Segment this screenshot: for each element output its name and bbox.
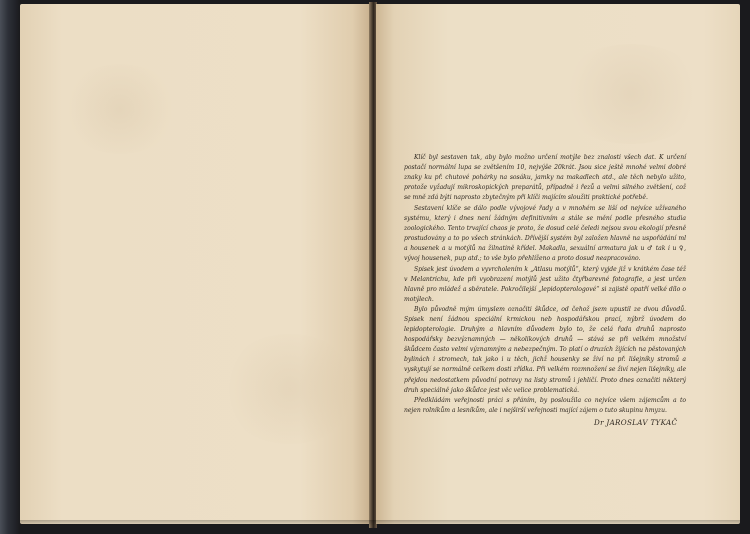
paper-stain — [556, 44, 706, 144]
preface-text — [404, 153, 686, 416]
paragraph: Spisek jest úvodem a vyvrcholením k „Atlasu motýlů“, který vyjde již v krátkém čase též v Melantrichu, kde při vyobrazení motýlů jest užito čtyřbarevné fotografie, a jest určen hlavně pro mládež a sběratele. Pokročilejší „lepidopterologové“ si zajistě opatří velké dílo o motýlech. — [404, 265, 686, 303]
paper-stain — [60, 64, 180, 154]
paragraph: Sestavení klíče se dálo podle vývojové řady a v mnohém se liší od nejvíce užívaného systému, který i dnes není žádným definitivním a stále se mění podle přesného studia zoologického. Tento trvající chaos je proto, že dosud celé čeledi nejsou svou ekologií přesně prostudovány a to po všech stránkách. Dřívější systém byl založen hlavně na uspořádání ml a housenek a u motýlů na žilnatině křídel. Makadla, sexuální armatura jak u ♂ tak i u ♀, vývoj housenek, pup atd.; to vše bylo přehlíženo a proto dosud neapracováno. — [404, 204, 686, 262]
left-page-blank — [20, 4, 370, 524]
author-signature: Dr JAROSLAV TYKAČ — [594, 418, 678, 427]
paragraph: Předkládám veřejnosti práci s přáním, by posloužila co nejvíce všem zájemcům a to nejen rolníkům a lesníkům, ale i nejširší veřejnosti mající zájem o tuto skupinu hmyzu. — [404, 397, 686, 415]
paragraph: Bylo původně mým úmyslem označiti škůdce, od čehož jsem upustil ze dvou důvodů. Spisek není žádnou speciální krmickou neb hospodářskou prací, nýbrž úvodem do lepidopterologie. Druhým a hlavním důvodem bylo to, že celá řada druhů naprosto hospodářsky bezvýznamných — několikových druhů — stává se při velkém množství škůdcem často velmi významným a nebezpečným. To platí o druzích žijících na pěstovaných bylinách i stromech, tak jako i u těch, jichž housenky se živí na př. lišejníky stromů a vyskytují se normálně celkem dosti zřídka. Při velkém rozmnožení se živí nejen lišejníky, ale přejdou nedostatkem původní potravy na listy stromů i jehličí. Proto dnes označiti některý druh speciálně jako škůdce jest věc velice problematická. — [404, 306, 686, 394]
paper-stain — [220, 334, 360, 444]
paragraph: Klíč byl sestaven tak, aby bylo možno určení motýle bez znalosti všech dat. K určení postačí normální lupa se zvětšením 10, nejvýše 20krát. Jsou sice ještě mnohé velmi dobré znaky ku př. chutové pohárky na sosáku, jamky na makadlech atd., ale těch nebylo užito, protože vyžadují mikroskopických preparátů, případně i řezů a velmi silného zvětšení, což se mně zdá býti naprosto zbytečným při klíči majícím sloužiti praktické potřebě. — [404, 154, 686, 202]
page-shadow — [20, 520, 740, 526]
